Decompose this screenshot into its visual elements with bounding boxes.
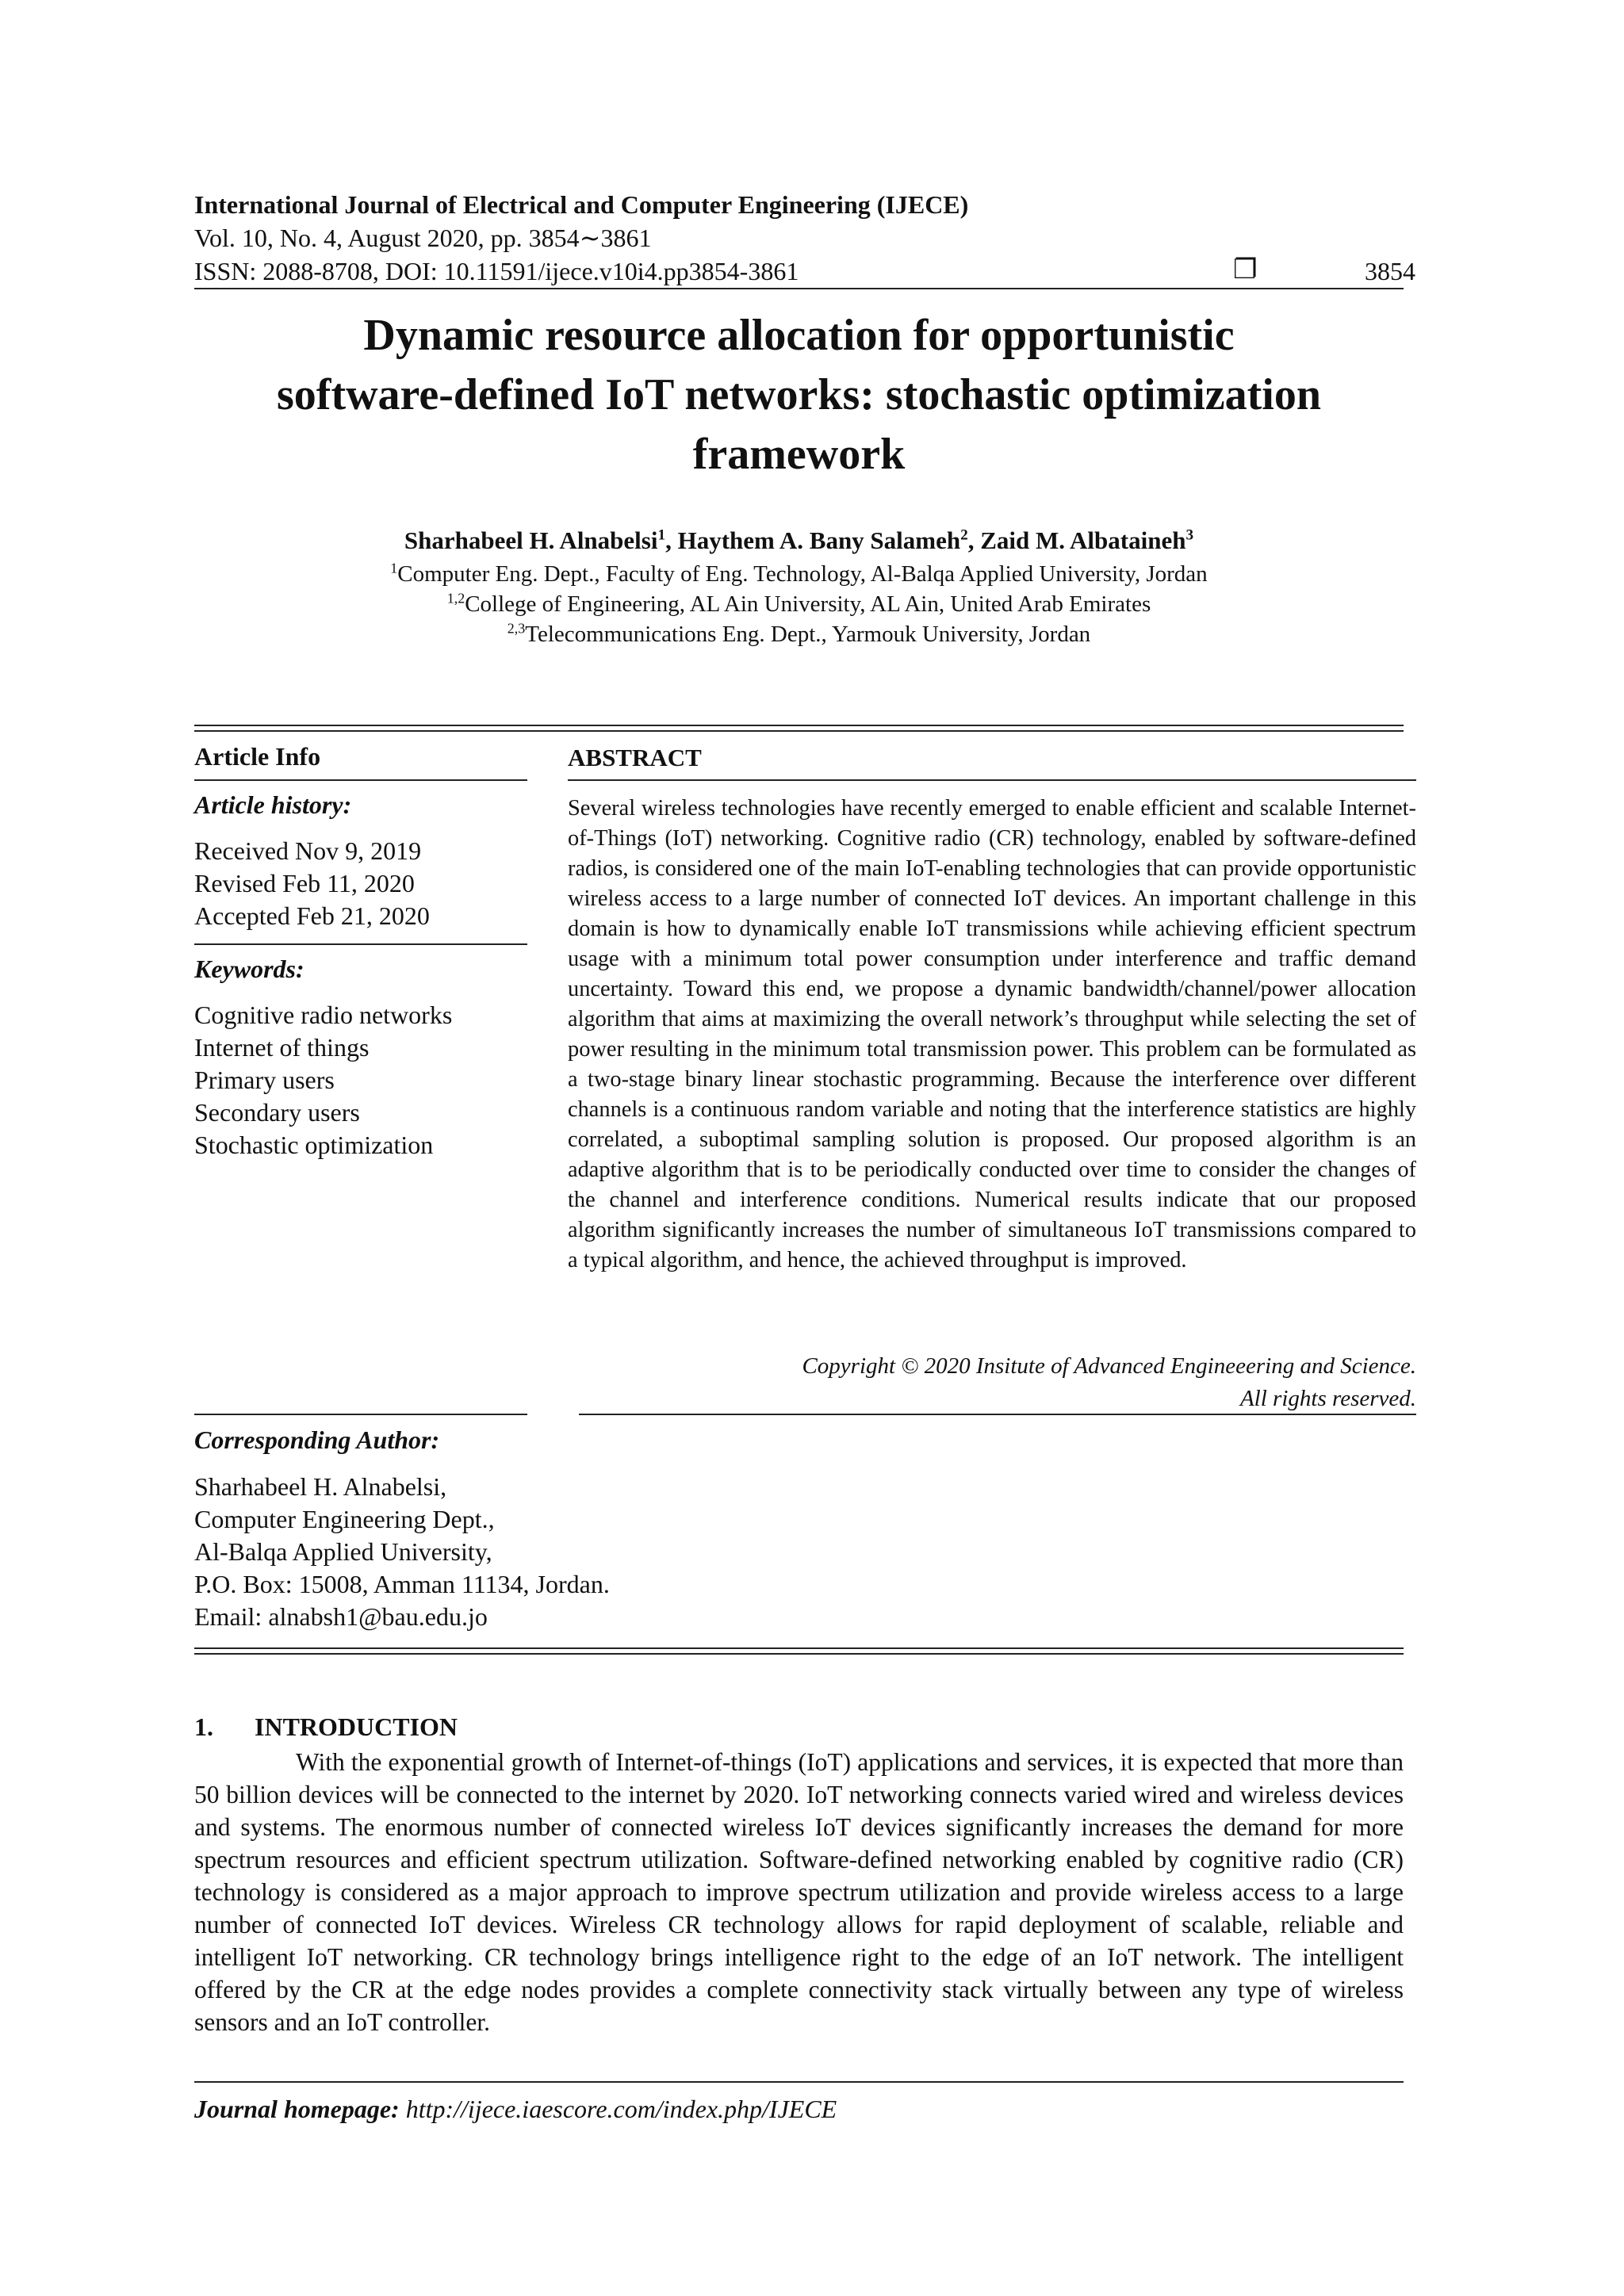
section-title: INTRODUCTION — [255, 1712, 458, 1741]
author-2: Haythem A. Bany Salameh — [677, 526, 961, 554]
paper-title — [194, 306, 1404, 484]
affiliation-text: Telecommunications Eng. Dept., Yarmouk University, Jordan — [525, 622, 1091, 647]
author-1-sup: 1 — [657, 526, 666, 544]
accepted-date: Accepted Feb 21, 2020 — [194, 901, 430, 930]
info-top-rule — [194, 730, 1404, 732]
homepage-label: Journal homepage: — [194, 2095, 400, 2123]
affiliation-text: College of Engineering, AL Ain University, AL Ain, United Arab Emirates — [465, 591, 1151, 617]
title-line-2: software-defined IoT networks: stochastic optimization — [277, 370, 1321, 419]
copyright-line-1: Copyright © 2020 Insitute of Advanced Engineeering and Science. — [802, 1353, 1416, 1379]
affiliation-3 — [194, 619, 1404, 649]
info-bottom-rule — [194, 1647, 1404, 1649]
author-3: Zaid M. Albataineh — [980, 526, 1186, 554]
affiliation-1 — [194, 559, 1404, 589]
corresponding-line: Computer Engineering Dept., — [194, 1505, 495, 1533]
received-date: Received Nov 9, 2019 — [194, 836, 422, 865]
title-line-3: framework — [692, 430, 906, 479]
volume-info: Vol. 10, No. 4, August 2020, pp. 3854∼3861 — [194, 224, 652, 252]
info-bottom-rule — [194, 1653, 1404, 1655]
abstract-heading: ABSTRACT — [568, 744, 702, 771]
abstract-text: Several wireless technologies have recently emerged to enable efficient and scalable Internet-of-Things (IoT) networking. Cognitive radio (CR) technology, enabled by software-defined radios, is considered one of the main IoT-enabling technologies that can provide opportunistic wireless access to a large number of connected IoT devices. An important challenge in this domain is how to dynamically enable IoT transmissions while achieving efficient spectrum usage with a minimum total power consumption under interference and traffic demand uncertainty. Toward this end, we propose a dynamic bandwidth/channel/power allocation algorithm that aims at maximizing the overall network’s throughput while selecting the set of power resulting in the minimum total transmission power. This problem can be formulated as a two-stage binary linear stochastic programming. Because the interference over different channels is a continuous random variable and noting that the interference statistics are highly correlated, a suboptimal sampling solution is proposed. Our proposed algorithm is an adaptive algorithm that is to be periodically conducted over time to consider the changes of the channel and interference conditions. Numerical results indicate that our proposed algorithm significantly increases the number of simultaneous IoT transmissions compared to a typical algorithm, and hence, the achieved throughput is improved. — [568, 796, 1416, 1272]
section-number: 1. — [194, 1712, 213, 1741]
author-2-sup: 2 — [960, 526, 968, 544]
box-icon: ❐ — [1233, 254, 1258, 285]
keyword-item: Cognitive radio networks — [194, 1001, 453, 1029]
title-line-1: Dynamic resource allocation for opportunistic — [363, 311, 1235, 360]
corresponding-email[interactable]: Email: alnabsh1@bau.edu.jo — [194, 1602, 488, 1631]
header-rule — [194, 288, 1404, 289]
affiliation-text: Computer Eng. Dept., Faculty of Eng. Technology, Al-Balqa Applied University, Jordan — [397, 561, 1208, 587]
journal-homepage — [194, 2093, 837, 2125]
homepage-link[interactable]: http://ijece.iaescore.com/index.php/IJECE — [405, 2095, 837, 2123]
copyright-notice — [568, 1350, 1416, 1415]
author-list — [194, 525, 1404, 557]
corresponding-line: P.O. Box: 15008, Amman 11134, Jordan. — [194, 1570, 610, 1598]
keyword-item: Secondary users — [194, 1098, 360, 1127]
corresponding-heading: Corresponding Author: — [194, 1425, 440, 1454]
affiliation-2 — [194, 589, 1404, 619]
author-1: Sharhabeel H. Alnabelsi — [404, 526, 658, 554]
article-info-rule — [194, 779, 527, 781]
journal-name: International Journal of Electrical and Computer Engineering (IJECE) — [194, 190, 969, 219]
corresponding-line: Sharhabeel H. Alnabelsi, — [194, 1472, 447, 1501]
article-history-heading: Article history: — [194, 790, 352, 819]
affiliation-sup: 2,3 — [507, 620, 526, 637]
copyright-line-2: All rights reserved. — [1239, 1386, 1416, 1411]
corresponding-rule — [194, 1414, 527, 1415]
author-sep: , — [967, 526, 981, 554]
section-heading — [194, 1711, 458, 1743]
keywords-rule — [194, 943, 527, 945]
revised-date: Revised Feb 11, 2020 — [194, 869, 415, 897]
copyright-rule — [579, 1414, 1416, 1415]
affiliation-sup: 1 — [390, 560, 398, 576]
keyword-item: Primary users — [194, 1066, 335, 1094]
author-sep: , — [665, 526, 678, 554]
info-top-rule — [194, 725, 1404, 726]
keywords-heading: Keywords: — [194, 955, 304, 983]
keyword-item: Internet of things — [194, 1033, 370, 1062]
page-number: 3854 — [1365, 257, 1415, 285]
author-3-sup: 3 — [1185, 526, 1194, 544]
intro-paragraph: With the exponential growth of Internet-of-things (IoT) applications and services, it is expected that more than 50 billion devices will be connected to the internet by 2020. IoT networking connects varied wired and wireless devices and systems. The enormous number of connected wireless IoT devices significantly increases the demand for more spectrum resources and efficient spectrum utilization. Software-defined networking enabled by cognitive radio (CR) technology is considered as a major approach to improve spectrum utilization and provide wireless access to a large number of connected IoT devices. Wireless CR technology allows for rapid deployment of scalable, reliable and intelligent IoT networking. CR technology brings intelligence right to the edge of an IoT network. The intelligent offered by the CR at the edge nodes provides a complete connectivity stack virtually between any type of wireless sensors and an IoT controller. — [194, 1748, 1404, 2036]
affiliation-sup: 1,2 — [446, 590, 465, 607]
issn-doi: ISSN: 2088-8708, DOI: 10.11591/ijece.v10i4.pp3854-3861 — [194, 257, 799, 285]
keyword-item: Stochastic optimization — [194, 1131, 434, 1159]
footer-rule — [194, 2081, 1404, 2083]
article-info-heading: Article Info — [194, 742, 321, 771]
abstract-rule — [568, 779, 1416, 781]
corresponding-line: Al-Balqa Applied University, — [194, 1537, 492, 1566]
